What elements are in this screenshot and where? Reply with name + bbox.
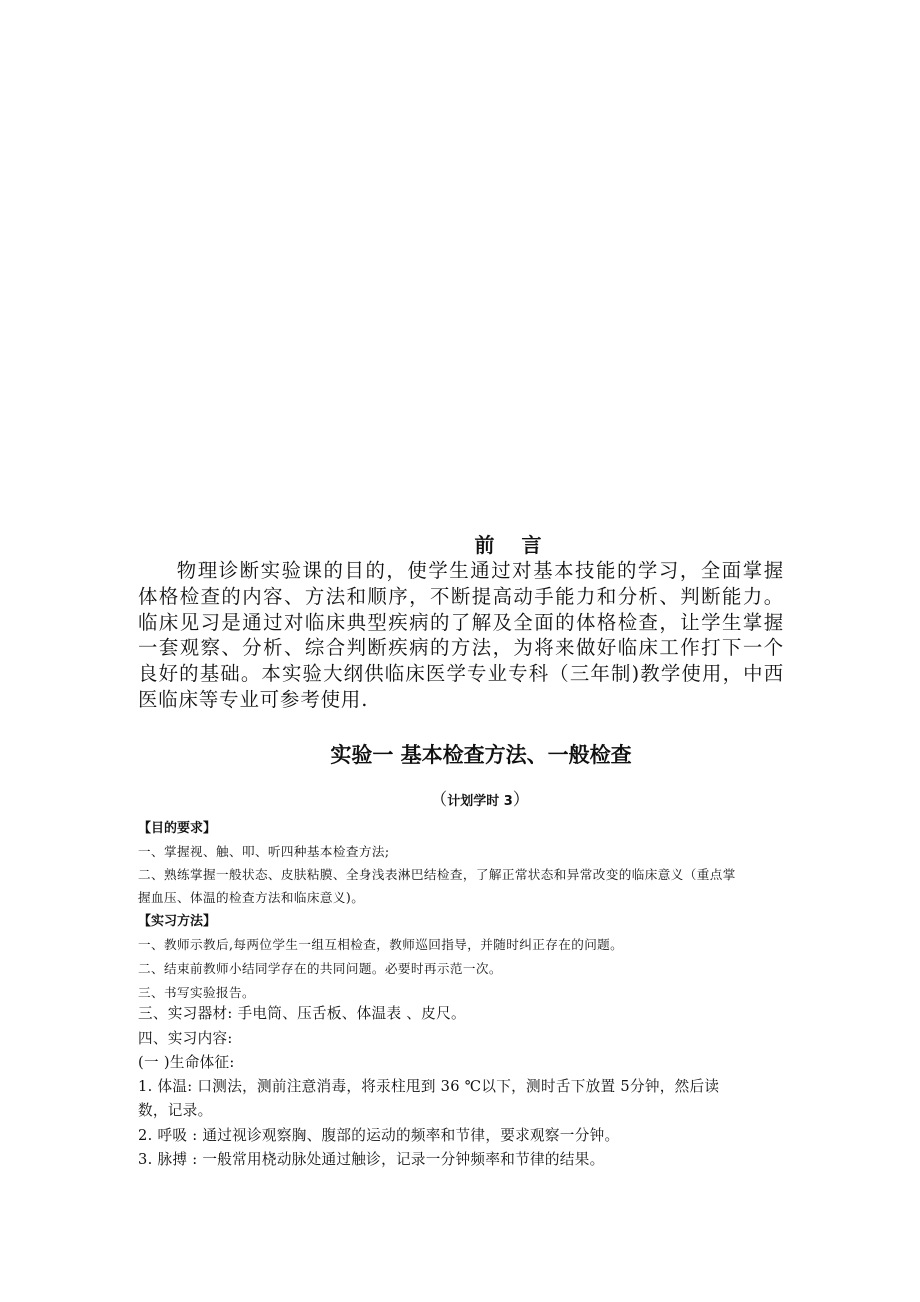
vital-sign-item: 3. 脉搏 : 一般常用桡动脉处通过触诊，记录一分钟频率和节律的结果。 [138,1151,605,1168]
method-item: 二、结束前教师小结同学存在的共同问题。必要时再示范一次。 [138,961,502,976]
objective-item: 一、掌握视、触、叩、听四种基本检查方法; [138,844,390,859]
methods-heading: 【实习方法】 [138,914,217,929]
vital-sign-item: 数，记录。 [138,1102,213,1119]
vital-signs-heading: (一 )生命体征: [138,1054,235,1071]
experiment-title: 实验一 基本检查方法、一般检查 [330,743,632,767]
objective-item: 二、熟练掌握一般状态、皮肤粘膜、全身浅表淋巴结检查，了解正常状态和异常改变的临床意义（重点掌 [138,867,736,882]
planned-hours [0,789,920,813]
paren-open: （ [430,790,448,810]
content-heading: 四、实习内容: [138,1030,233,1047]
preface-paragraph: 物理诊断实验课的目的，使学生通过对基本技能的学习，全面掌握体格检查的内容、方法和顺序，不断提高动手能力和分析、判断能力。临床见习是通过对临床典型疾病的了解及全面的体格检查，让学生掌握一套观察、分析、综合判断疾病的方法，为将来做好临床工作打下一个良好的基础。本实验大纲供临床医学专业专科（三年制)教学使用，中西医临床等专业可参考使用. [138,559,784,711]
method-item: 三、书写实验报告。 [138,985,255,1000]
vital-sign-item: 1. 体温: 口测法，测前注意消毒，将汞柱甩到 36 ℃以下，测时舌下放置 5分钟，然后读 [138,1078,720,1095]
vital-sign-item: 2. 呼吸 : 通过视诊观察胸、腹部的运动的频率和节律，要求观察一分钟。 [138,1127,620,1144]
planned-hours-label: 计划学时 3 [447,794,513,809]
objectives-heading: 【目的要求】 [138,821,217,836]
equipment-line: 三、实习器材: 手电筒、压舌板、体温表 、皮尺。 [138,1005,466,1022]
objective-item: 握血压、体温的检查方法和临床意义)。 [138,890,365,905]
method-item: 一、教师示教后,每两位学生一组互相检查，教师巡回指导，并随时纠正存在的问题。 [138,937,624,952]
preface-title: 前 言 [474,533,552,557]
paren-close: ） [512,790,530,810]
